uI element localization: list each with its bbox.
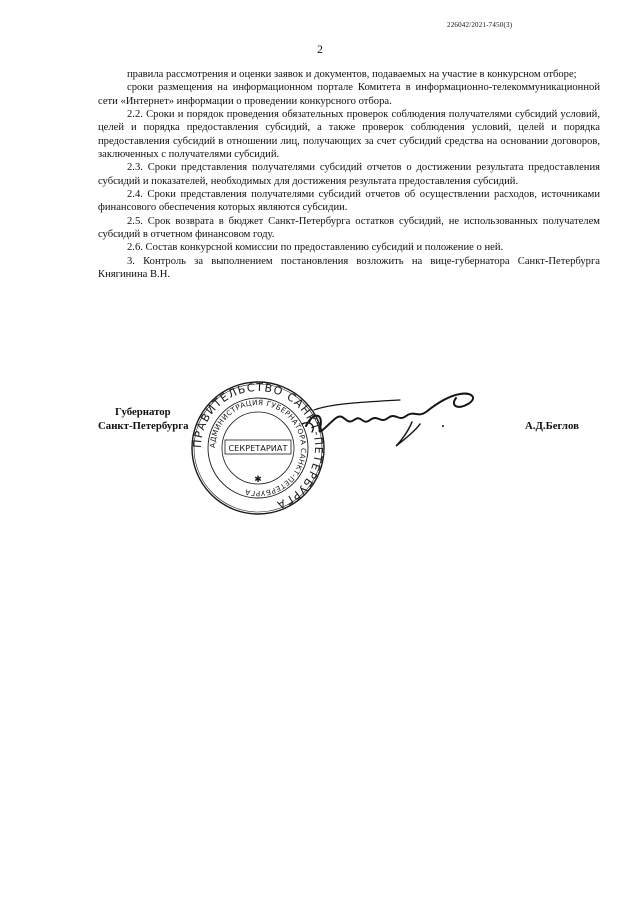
seal-inner-text: АДМИНИСТРАЦИЯ ГУБЕРНАТОРА САНКТ-ПЕТЕРБУРГА [207, 397, 309, 499]
signatory-position-line2: Санкт-Петербурга [98, 420, 189, 432]
paragraph: 3. Контроль за выполнением постановления возложить на вице-губернатора Санкт-Петербурга Княгинина В.Н. [98, 255, 600, 281]
paragraph: 2.4. Сроки представления получателями субсидий отчетов об осуществлении расходов, источниками финансового обеспечения которых являются субсидии. [98, 189, 600, 214]
paragraph: 2.2. Сроки и порядок проведения обязательных проверок соблюдения получателями субсидий условий, целей и порядка предоставления субсидий, а также проверок соблюдения условий, целей и порядка предоставления субсидий в отношении лиц, получающих за счет субсидий средства на основании договоров, заключенных с получателями субсидий. [98, 109, 600, 161]
signatory-name: А.Д.Беглов [525, 420, 579, 432]
paragraph: 2.6. Состав конкурсной комиссии по предоставлению субсидий и положение о ней. [127, 242, 504, 254]
document-body [98, 68, 600, 282]
document-number: 226042/2021-7450(3) [447, 21, 513, 29]
signatory-position-line1: Губернатор [115, 406, 171, 418]
seal-star-icon: ✱ [254, 475, 262, 485]
seal-outer-text: ПРАВИТЕЛЬСТВО САНКТ-ПЕТЕРБУРГА [190, 380, 326, 512]
signatory-position [98, 405, 189, 433]
seal-center-text: СЕКРЕТАРИАТ [228, 443, 288, 453]
paragraph: правила рассмотрения и оценки заявок и документов, подаваемых на участие в конкурсном отборе; [127, 69, 577, 80]
page-number: 2 [317, 44, 323, 56]
paragraph: 2.5. Срок возврата в бюджет Санкт-Петербурга остатков субсидий, не использованных получателем субсидий в отчетном финансовом году. [98, 215, 600, 241]
handwritten-signature [300, 380, 490, 460]
paragraph: сроки размещения на информационном портале Комитета в информационно-телекоммуникационной сети «Интернет» информации о проведении конкурсного отбора. [98, 82, 600, 107]
ink-dot [442, 425, 444, 427]
paragraph: 2.3. Сроки представления получателями субсидий отчетов о достижении результата предоставления субсидий и показателей, необходимых для достижения результата предоставления субсидий. [98, 162, 600, 187]
